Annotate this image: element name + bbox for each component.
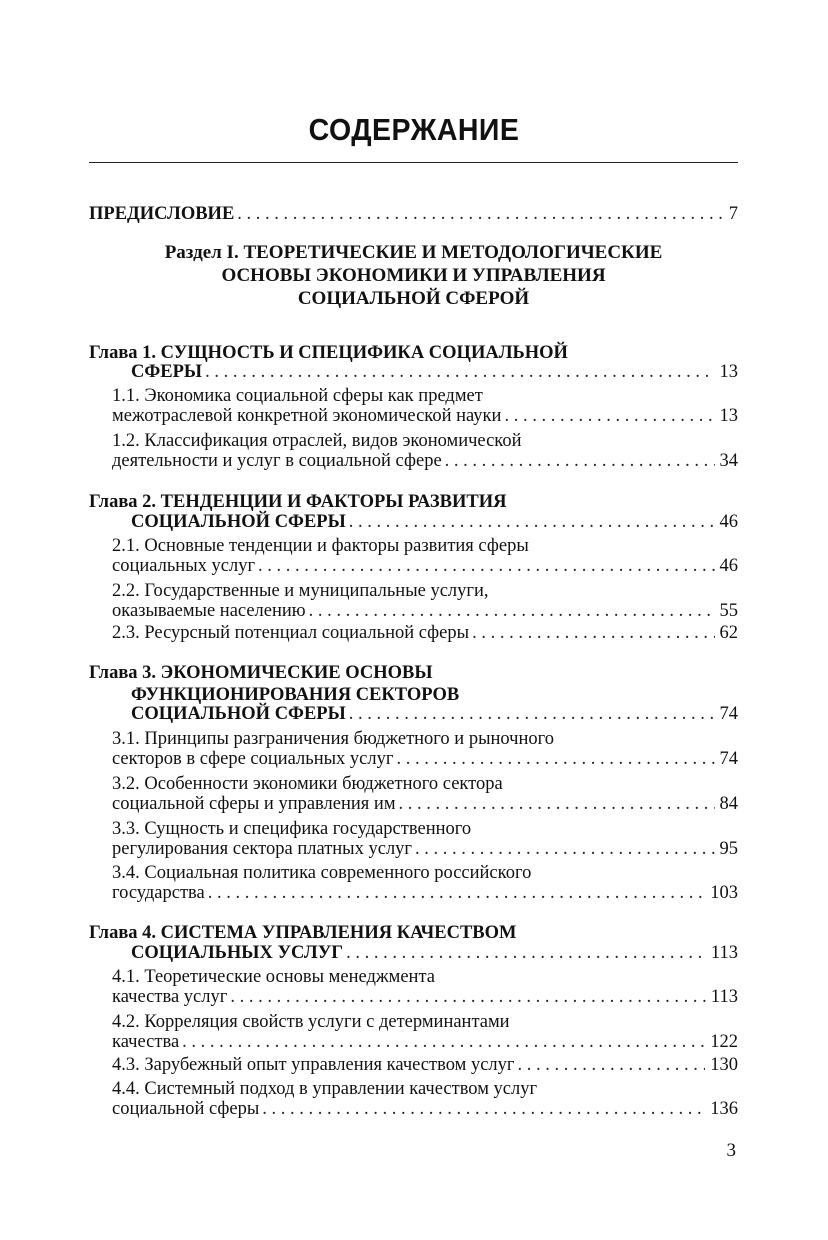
toc-entry-label: СОЦИАЛЬНОЙ СФЕРЫ	[131, 704, 346, 724]
toc-entry-4-3	[112, 1055, 738, 1079]
toc-entry-label: качества	[112, 1032, 180, 1052]
toc-page-number: 130	[710, 1055, 738, 1075]
toc-page-number: 113	[710, 943, 738, 963]
subsection-line: 4.4. Системный подход в управлении качеством услуг	[112, 1079, 538, 1099]
toc-entry-4-2	[112, 1032, 738, 1056]
leader-dots	[230, 987, 706, 1008]
chapter-heading: ФУНКЦИОНИРОВАНИЯ СЕКТОРОВ	[131, 685, 460, 705]
chapter-heading: Глава 1. СУЩНОСТЬ И СПЕЦИФИКА СОЦИАЛЬНОЙ	[89, 343, 568, 363]
toc-page-number: 84	[719, 794, 738, 814]
toc-entry-label: СФЕРЫ	[131, 362, 203, 382]
section-heading-line: ОСНОВЫ ЭКОНОМИКИ И УПРАВЛЕНИЯ	[221, 265, 606, 286]
page-title: СОДЕРЖАНИЕ	[308, 112, 520, 147]
leader-dots	[349, 704, 715, 725]
chapter-heading: Глава 3. ЭКОНОМИЧЕСКИЕ ОСНОВЫ	[89, 663, 433, 683]
leader-dots	[237, 204, 723, 225]
section-heading-line: Раздел I. ТЕОРЕТИЧЕСКИЕ И МЕТОДОЛОГИЧЕСКИЕ	[164, 242, 663, 263]
toc-entry-3-1	[112, 749, 738, 773]
toc-entry-4-4	[112, 1099, 738, 1123]
toc-page-number: 13	[719, 362, 738, 382]
toc-page-number: 113	[710, 987, 738, 1007]
subsection-line: 3.3. Сущность и специфика государственного	[112, 819, 472, 839]
leader-dots	[349, 512, 715, 533]
leader-dots	[415, 839, 714, 860]
toc-page-number: 95	[719, 839, 738, 859]
toc-entry-chapter-2	[131, 512, 738, 536]
toc-entry-label: деятельности и услуг в социальной сфере	[112, 451, 442, 471]
toc-entry-chapter-3	[131, 704, 738, 728]
toc-page-number: 122	[710, 1032, 738, 1052]
toc-entry-chapter-4	[131, 943, 738, 967]
chapter-heading: Глава 2. ТЕНДЕНЦИИ И ФАКТОРЫ РАЗВИТИЯ	[89, 492, 507, 512]
subsection-line: 2.1. Основные тенденции и факторы развития сферы	[112, 536, 529, 556]
leader-dots	[262, 1099, 705, 1120]
subsection-line: 3.4. Социальная политика современного российского	[112, 863, 532, 883]
toc-entry-label: межотраслевой конкретной экономической науки	[112, 406, 502, 426]
toc-entry-label: СОЦИАЛЬНЫХ УСЛУГ	[131, 943, 344, 963]
toc-entry-3-3	[112, 839, 738, 863]
toc-entry-chapter-1	[131, 362, 738, 386]
toc-entry-label: социальной сферы и управления им	[112, 794, 396, 814]
toc-entry-label: оказываемые населению	[112, 601, 306, 621]
title-rule	[89, 162, 738, 163]
toc-entry-4-1	[112, 987, 738, 1011]
toc-entry-label: секторов в сфере социальных услуг	[112, 749, 394, 769]
subsection-line: 1.2. Классификация отраслей, видов экономической	[112, 431, 522, 451]
subsection-line: 4.1. Теоретические основы менеджмента	[112, 967, 435, 987]
leader-dots	[399, 794, 715, 815]
toc-entry-2-2	[112, 601, 738, 625]
chapter-heading: Глава 4. СИСТЕМА УПРАВЛЕНИЯ КАЧЕСТВОМ	[89, 923, 517, 943]
subsection-line: 3.2. Особенности экономики бюджетного сектора	[112, 774, 503, 794]
section-heading	[89, 241, 738, 310]
subsection-line: 2.2. Государственные и муниципальные услуги,	[112, 581, 489, 601]
leader-dots	[205, 362, 714, 383]
toc-entry-2-1	[112, 556, 738, 580]
toc-page-number: 74	[719, 749, 738, 769]
leader-dots	[396, 749, 714, 770]
leader-dots	[472, 623, 714, 644]
toc-entry-label: государства	[112, 883, 205, 903]
leader-dots	[445, 451, 715, 472]
toc-page-number: 55	[719, 601, 738, 621]
toc-entry-label: социальной сферы	[112, 1099, 260, 1119]
toc-page-number: 7	[728, 204, 738, 224]
toc-page-number: 46	[719, 556, 738, 576]
toc-entry-label: 4.3. Зарубежный опыт управления качеством услуг	[112, 1055, 515, 1075]
leader-dots	[258, 556, 714, 577]
toc-entry-3-2	[112, 794, 738, 818]
toc-page-number: 74	[719, 704, 738, 724]
toc-page-number: 13	[719, 406, 738, 426]
subsection-line: 4.2. Корреляция свойств услуги с детерминантами	[112, 1012, 510, 1032]
toc-entry-label: социальных услуг	[112, 556, 256, 576]
toc-entry-3-4	[112, 883, 738, 907]
toc-page-number: 62	[719, 623, 738, 643]
toc-entry-1-2	[112, 451, 738, 475]
toc-page-number: 136	[710, 1099, 738, 1119]
leader-dots	[504, 406, 714, 427]
toc-entry-label: СОЦИАЛЬНОЙ СФЕРЫ	[131, 512, 346, 532]
leader-dots	[309, 601, 715, 622]
subsection-line: 3.1. Принципы разграничения бюджетного и рыночного	[112, 729, 555, 749]
subsection-line: 1.1. Экономика социальной сферы как предмет	[112, 386, 483, 406]
leader-dots	[182, 1032, 705, 1053]
toc-entry-label: ПРЕДИСЛОВИЕ	[89, 204, 235, 224]
toc-page-number: 103	[710, 883, 738, 903]
toc-entry-2-3	[112, 623, 738, 647]
toc-entry-label: 2.3. Ресурсный потенциал социальной сферы	[112, 623, 470, 643]
leader-dots	[346, 943, 706, 964]
folio-page-number: 3	[726, 1140, 736, 1161]
toc-entry-label: качества услуг	[112, 987, 228, 1007]
section-heading-line: СОЦИАЛЬНОЙ СФЕРОЙ	[297, 288, 530, 309]
leader-dots	[208, 883, 705, 904]
toc-page-number: 46	[719, 512, 738, 532]
toc-page-number: 34	[719, 451, 738, 471]
toc-entry-label: регулирования сектора платных услуг	[112, 839, 413, 859]
toc-entry-preface	[89, 204, 738, 228]
leader-dots	[517, 1055, 705, 1076]
toc-entry-1-1	[112, 406, 738, 430]
